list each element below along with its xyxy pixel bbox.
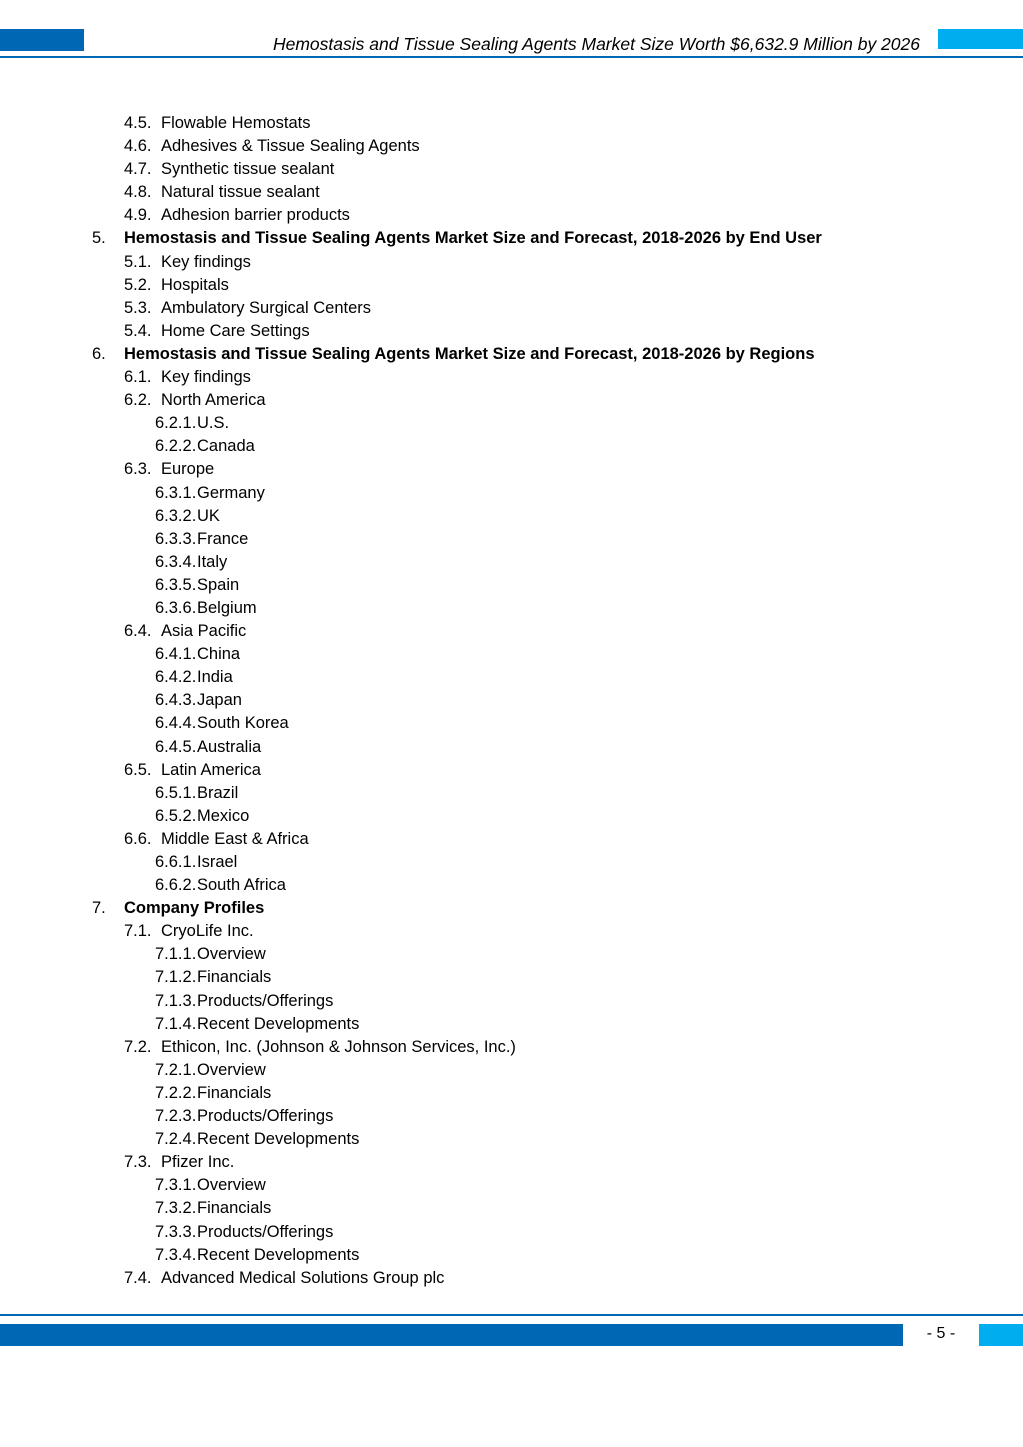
toc-entry-title: Recent Developments [197, 1014, 360, 1033]
toc-entry [0, 112, 1023, 135]
toc-entry-title: Middle East & Africa [161, 829, 309, 848]
toc-entry-title: Company Profiles [124, 899, 265, 918]
toc-entry [0, 366, 1023, 389]
toc-entry [0, 851, 1023, 874]
toc-entry [0, 1082, 1023, 1105]
toc-entry-number: 7.3.3. [155, 1222, 197, 1241]
toc-entry [0, 320, 1023, 343]
toc-entry-number: 7.2. [124, 1037, 152, 1056]
toc-entry [0, 1174, 1023, 1197]
toc-entry [0, 1128, 1023, 1151]
toc-entry-title: Financials [197, 1199, 272, 1218]
toc-entry-number: 6.6.2. [155, 876, 197, 895]
toc-entry-number: 6.6.1. [155, 853, 197, 871]
toc-entry-title: Products/Offerings [197, 1107, 334, 1126]
toc-entry-number: 6.3.5. [155, 575, 197, 594]
toc-entry-number: 5.3. [124, 298, 152, 317]
toc-entry-number: 4.5. [124, 114, 152, 132]
toc-entry [0, 274, 1023, 297]
toc-entry-title: Advanced Medical Solutions Group plc [161, 1268, 445, 1287]
toc-entry [0, 458, 1023, 481]
toc-entry-title: Products/Offerings [197, 991, 334, 1010]
toc-entry-number: 4.6. [124, 137, 152, 156]
toc-entry-title: Adhesion barrier products [161, 206, 350, 225]
toc-entry-number: 7.1.3. [155, 991, 197, 1010]
toc-entry-title: South Korea [197, 714, 289, 733]
toc-entry [0, 181, 1023, 204]
toc-entry-number: 6.4.3. [155, 691, 197, 710]
toc-entry [0, 759, 1023, 782]
toc-entry-number: 7.1. [124, 922, 152, 941]
toc-entry [0, 782, 1023, 805]
table-of-contents [0, 112, 1023, 1290]
toc-entry-number: 7.3.1. [155, 1176, 197, 1195]
toc-entry [0, 505, 1023, 528]
toc-entry-number: 7.3.4. [155, 1245, 197, 1264]
toc-entry-title: South Africa [197, 876, 286, 895]
toc-entry-title: Europe [161, 460, 215, 479]
footer-accent-bar-right [979, 1324, 1023, 1346]
toc-entry [0, 1267, 1023, 1290]
toc-entry-number: 7. [92, 899, 106, 918]
toc-entry-title: Financials [197, 1083, 272, 1102]
toc-entry [0, 620, 1023, 643]
toc-entry-number: 6.3. [124, 460, 152, 479]
toc-entry-title: Key findings [161, 252, 251, 271]
toc-entry [0, 712, 1023, 735]
toc-entry-number: 6.3.2. [155, 506, 197, 525]
toc-entry-title: Overview [197, 945, 266, 964]
toc-entry-title: Australia [197, 737, 262, 756]
toc-entry-title: Natural tissue sealant [161, 183, 320, 202]
toc-entry-number: 6.2.2. [155, 437, 197, 456]
toc-entry [0, 204, 1023, 227]
toc-entry-number: 6.4.2. [155, 668, 197, 687]
toc-entry [0, 343, 1023, 366]
toc-entry [0, 1197, 1023, 1220]
toc-entry [0, 1221, 1023, 1244]
toc-entry-number: 7.2.4. [155, 1130, 197, 1149]
toc-entry [0, 528, 1023, 551]
toc-entry-number: 6.2.1. [155, 414, 197, 433]
toc-entry [0, 297, 1023, 320]
toc-entry-number: 6.5. [124, 760, 152, 779]
toc-entry [0, 1105, 1023, 1128]
toc-entry-title: U.S. [197, 414, 230, 433]
toc-entry-number: 4.7. [124, 160, 152, 179]
toc-entry [0, 597, 1023, 620]
toc-entry [0, 805, 1023, 828]
toc-entry-title: Pfizer Inc. [161, 1153, 235, 1172]
toc-entry-title: Home Care Settings [161, 321, 310, 340]
toc-entry-number: 7.2.2. [155, 1083, 197, 1102]
toc-entry-title: Belgium [197, 598, 257, 617]
toc-entry-title: Hospitals [161, 275, 229, 294]
toc-entry-title: Adhesives & Tissue Sealing Agents [161, 137, 420, 156]
toc-entry [0, 389, 1023, 412]
footer-accent-bar-left [0, 1324, 903, 1346]
toc-entry-title: Brazil [197, 783, 239, 802]
toc-entry [0, 897, 1023, 920]
toc-entry-title: India [197, 668, 233, 687]
toc-entry [0, 227, 1023, 250]
toc-entry-title: China [197, 645, 241, 664]
toc-entry-number: 6.6. [124, 829, 152, 848]
toc-entry [0, 574, 1023, 597]
toc-entry [0, 966, 1023, 989]
toc-entry-number: 5.4. [124, 321, 152, 340]
toc-entry-number: 6.1. [124, 368, 152, 387]
toc-entry-title: Canada [197, 437, 255, 456]
toc-entry-number: 5.2. [124, 275, 152, 294]
toc-entry-number: 7.3.2. [155, 1199, 197, 1218]
toc-entry-number: 5. [92, 229, 106, 248]
header-accent-bar-right [938, 29, 1023, 49]
toc-entry-number: 6.4.5. [155, 737, 197, 756]
toc-entry-title: Overview [197, 1060, 266, 1079]
toc-entry-title: Germany [197, 483, 265, 502]
toc-entry [0, 666, 1023, 689]
toc-entry-title: Recent Developments [197, 1130, 360, 1149]
toc-entry-number: 7.2.1. [155, 1060, 197, 1079]
toc-entry [0, 736, 1023, 759]
toc-entry [0, 1059, 1023, 1082]
toc-entry-number: 6.5.1. [155, 783, 197, 802]
footer-rule [0, 1314, 1023, 1316]
toc-entry-number: 7.3. [124, 1153, 152, 1172]
toc-entry-title: Synthetic tissue sealant [161, 160, 335, 179]
toc-entry-title: CryoLife Inc. [161, 922, 254, 941]
toc-entry-title: UK [197, 506, 220, 525]
toc-entry [0, 135, 1023, 158]
page-number: - 5 - [926, 1325, 956, 1342]
toc-entry-number: 6.2. [124, 391, 152, 410]
header-accent-bar-left [0, 29, 84, 51]
toc-entry-title: Overview [197, 1176, 266, 1195]
toc-entry [0, 412, 1023, 435]
toc-entry [0, 1151, 1023, 1174]
toc-entry-title: Latin America [161, 760, 261, 779]
toc-entry [0, 874, 1023, 897]
toc-entry-number: 5.1. [124, 252, 152, 271]
toc-entry-title: Hemostasis and Tissue Sealing Agents Market Size and Forecast, 2018-2026 by Regions [124, 344, 815, 363]
toc-entry-title: Asia Pacific [161, 622, 247, 641]
toc-entry-number: 7.1.4. [155, 1014, 197, 1033]
toc-entry-title: Flowable Hemostats [161, 114, 311, 132]
toc-entry-number: 6.4.4. [155, 714, 197, 733]
toc-entry-number: 7.1.2. [155, 968, 197, 987]
toc-entry [0, 482, 1023, 505]
toc-entry [0, 943, 1023, 966]
toc-entry-number: 7.2.3. [155, 1107, 197, 1126]
toc-entry-title: Recent Developments [197, 1245, 360, 1264]
toc-entry-number: 7.1.1. [155, 945, 197, 964]
toc-entry [0, 251, 1023, 274]
toc-entry-title: Israel [197, 853, 238, 871]
toc-entry [0, 551, 1023, 574]
toc-entry-title: Products/Offerings [197, 1222, 334, 1241]
toc-entry-number: 6.4. [124, 622, 152, 641]
toc-entry-number: 4.9. [124, 206, 152, 225]
toc-entry [0, 990, 1023, 1013]
toc-entry-title: Key findings [161, 368, 251, 387]
toc-entry-title: Ambulatory Surgical Centers [161, 298, 372, 317]
toc-entry [0, 689, 1023, 712]
header-rule [0, 56, 1023, 58]
toc-entry-number: 6.3.1. [155, 483, 197, 502]
header-title: Hemostasis and Tissue Sealing Agents Market Size Worth $6,632.9 Million by 2026 [272, 34, 920, 54]
toc-entry-number: 7.4. [124, 1268, 152, 1287]
toc-entry-number: 6.3.3. [155, 529, 197, 548]
toc-entry-number: 6.3.6. [155, 598, 197, 617]
toc-entry-title: Italy [197, 552, 228, 571]
toc-entry-title: Ethicon, Inc. (Johnson & Johnson Services, Inc.) [161, 1037, 516, 1056]
toc-entry [0, 435, 1023, 458]
toc-entry [0, 158, 1023, 181]
toc-entry-title: Japan [197, 691, 242, 710]
toc-entry-number: 6. [92, 344, 106, 363]
toc-entry-number: 6.5.2. [155, 806, 197, 825]
toc-entry [0, 1013, 1023, 1036]
toc-entry-title: Financials [197, 968, 272, 987]
toc-entry-number: 6.4.1. [155, 645, 197, 664]
toc-entry-title: Mexico [197, 806, 250, 825]
toc-entry [0, 643, 1023, 666]
toc-entry-title: Spain [197, 575, 240, 594]
toc-entry [0, 1244, 1023, 1267]
toc-entry [0, 1036, 1023, 1059]
toc-entry-number: 6.3.4. [155, 552, 197, 571]
toc-entry-title: Hemostasis and Tissue Sealing Agents Market Size and Forecast, 2018-2026 by End User [124, 229, 822, 248]
toc-entry [0, 828, 1023, 851]
toc-entry [0, 920, 1023, 943]
toc-entry-title: North America [161, 391, 266, 410]
toc-entry-title: France [197, 529, 249, 548]
toc-entry-number: 4.8. [124, 183, 152, 202]
